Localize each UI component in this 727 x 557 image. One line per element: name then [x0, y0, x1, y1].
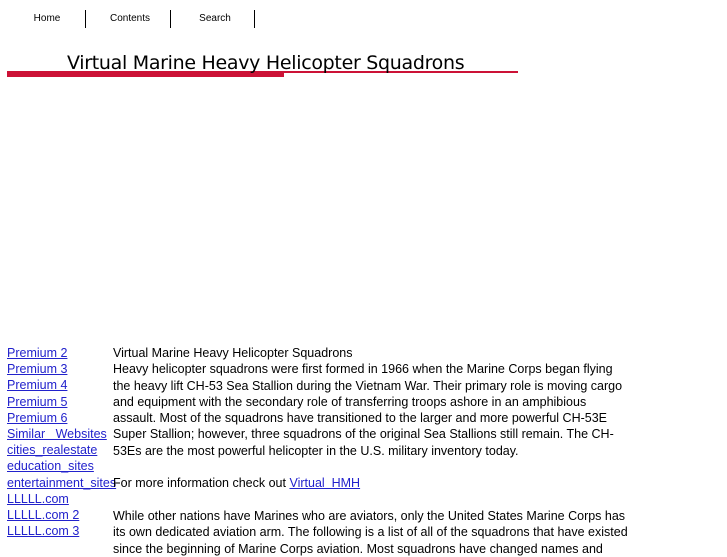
sidebar-link-education-sites[interactable]: education_sites — [7, 459, 94, 474]
sidebar-links — [7, 345, 117, 539]
sidebar-link-premium-6[interactable]: Premium 6 — [7, 410, 68, 425]
sidebar-link-premium-3[interactable]: Premium 3 — [7, 362, 68, 377]
content-heading: Virtual Marine Heavy Helicopter Squadrons — [113, 346, 353, 360]
virtual-hmh-link[interactable]: Virtual HMH — [289, 476, 361, 491]
sidebar-link-lllll-com[interactable]: LLLLL.com — [7, 491, 69, 506]
nav-divider — [85, 10, 86, 28]
nav-home-link[interactable]: Home — [33, 13, 61, 24]
paragraph-spacer — [113, 459, 628, 475]
sidebar-link-premium-4[interactable]: Premium 4 — [7, 378, 68, 393]
paragraph-spacer — [113, 492, 628, 508]
more-info-text: For more information check out — [113, 476, 290, 491]
nav-contents-link[interactable]: Contents — [109, 13, 151, 24]
nav-search-link[interactable]: Search — [199, 13, 231, 24]
sidebar-link-cities-realestate[interactable]: cities_realestate — [7, 443, 98, 458]
nav-divider — [254, 10, 255, 28]
main-content — [113, 345, 628, 557]
page-title: Virtual Marine Heavy Helicopter Squadrons — [67, 52, 465, 74]
sidebar-link-similar-websites[interactable]: Similar Websites — [7, 426, 107, 441]
nav-divider — [170, 10, 171, 28]
sidebar-link-premium-2[interactable]: Premium 2 — [7, 346, 68, 360]
sidebar-link-premium-5[interactable]: Premium 5 — [7, 394, 68, 409]
sidebar-link-lllll-com-3[interactable]: LLLLL.com 3 — [7, 524, 80, 539]
aviation-paragraph: While other nations have Marines who are aviators, only the United States Marine Corps has its own dedicated aviation arm. The following is a list of all of the squadrons that have existed since the beginning of Marine Corps aviation. Most squadrons have changed names and — [113, 508, 628, 556]
sidebar-link-entertainment-sites[interactable]: entertainment_sites — [7, 475, 117, 490]
intro-paragraph: Heavy helicopter squadrons were first formed in 1966 when the Marine Corps began flying the heavy lift CH-53 Sea Stallion during the Vietnam War. Their primary role is moving cargo and equipment with the secondary role of transferring troops ashore in an amphibious assault. Most of the squadrons have transitioned to the larger and more powerful CH-53E Super Stallion; however, three squadrons of the original Sea Stallions still remain. The CH-53Es are the most powerful helicopter in the U.S. military inventory today. — [113, 362, 623, 458]
more-info-line — [113, 475, 628, 491]
sidebar-link-lllll-com-2[interactable]: LLLLL.com 2 — [7, 507, 80, 522]
